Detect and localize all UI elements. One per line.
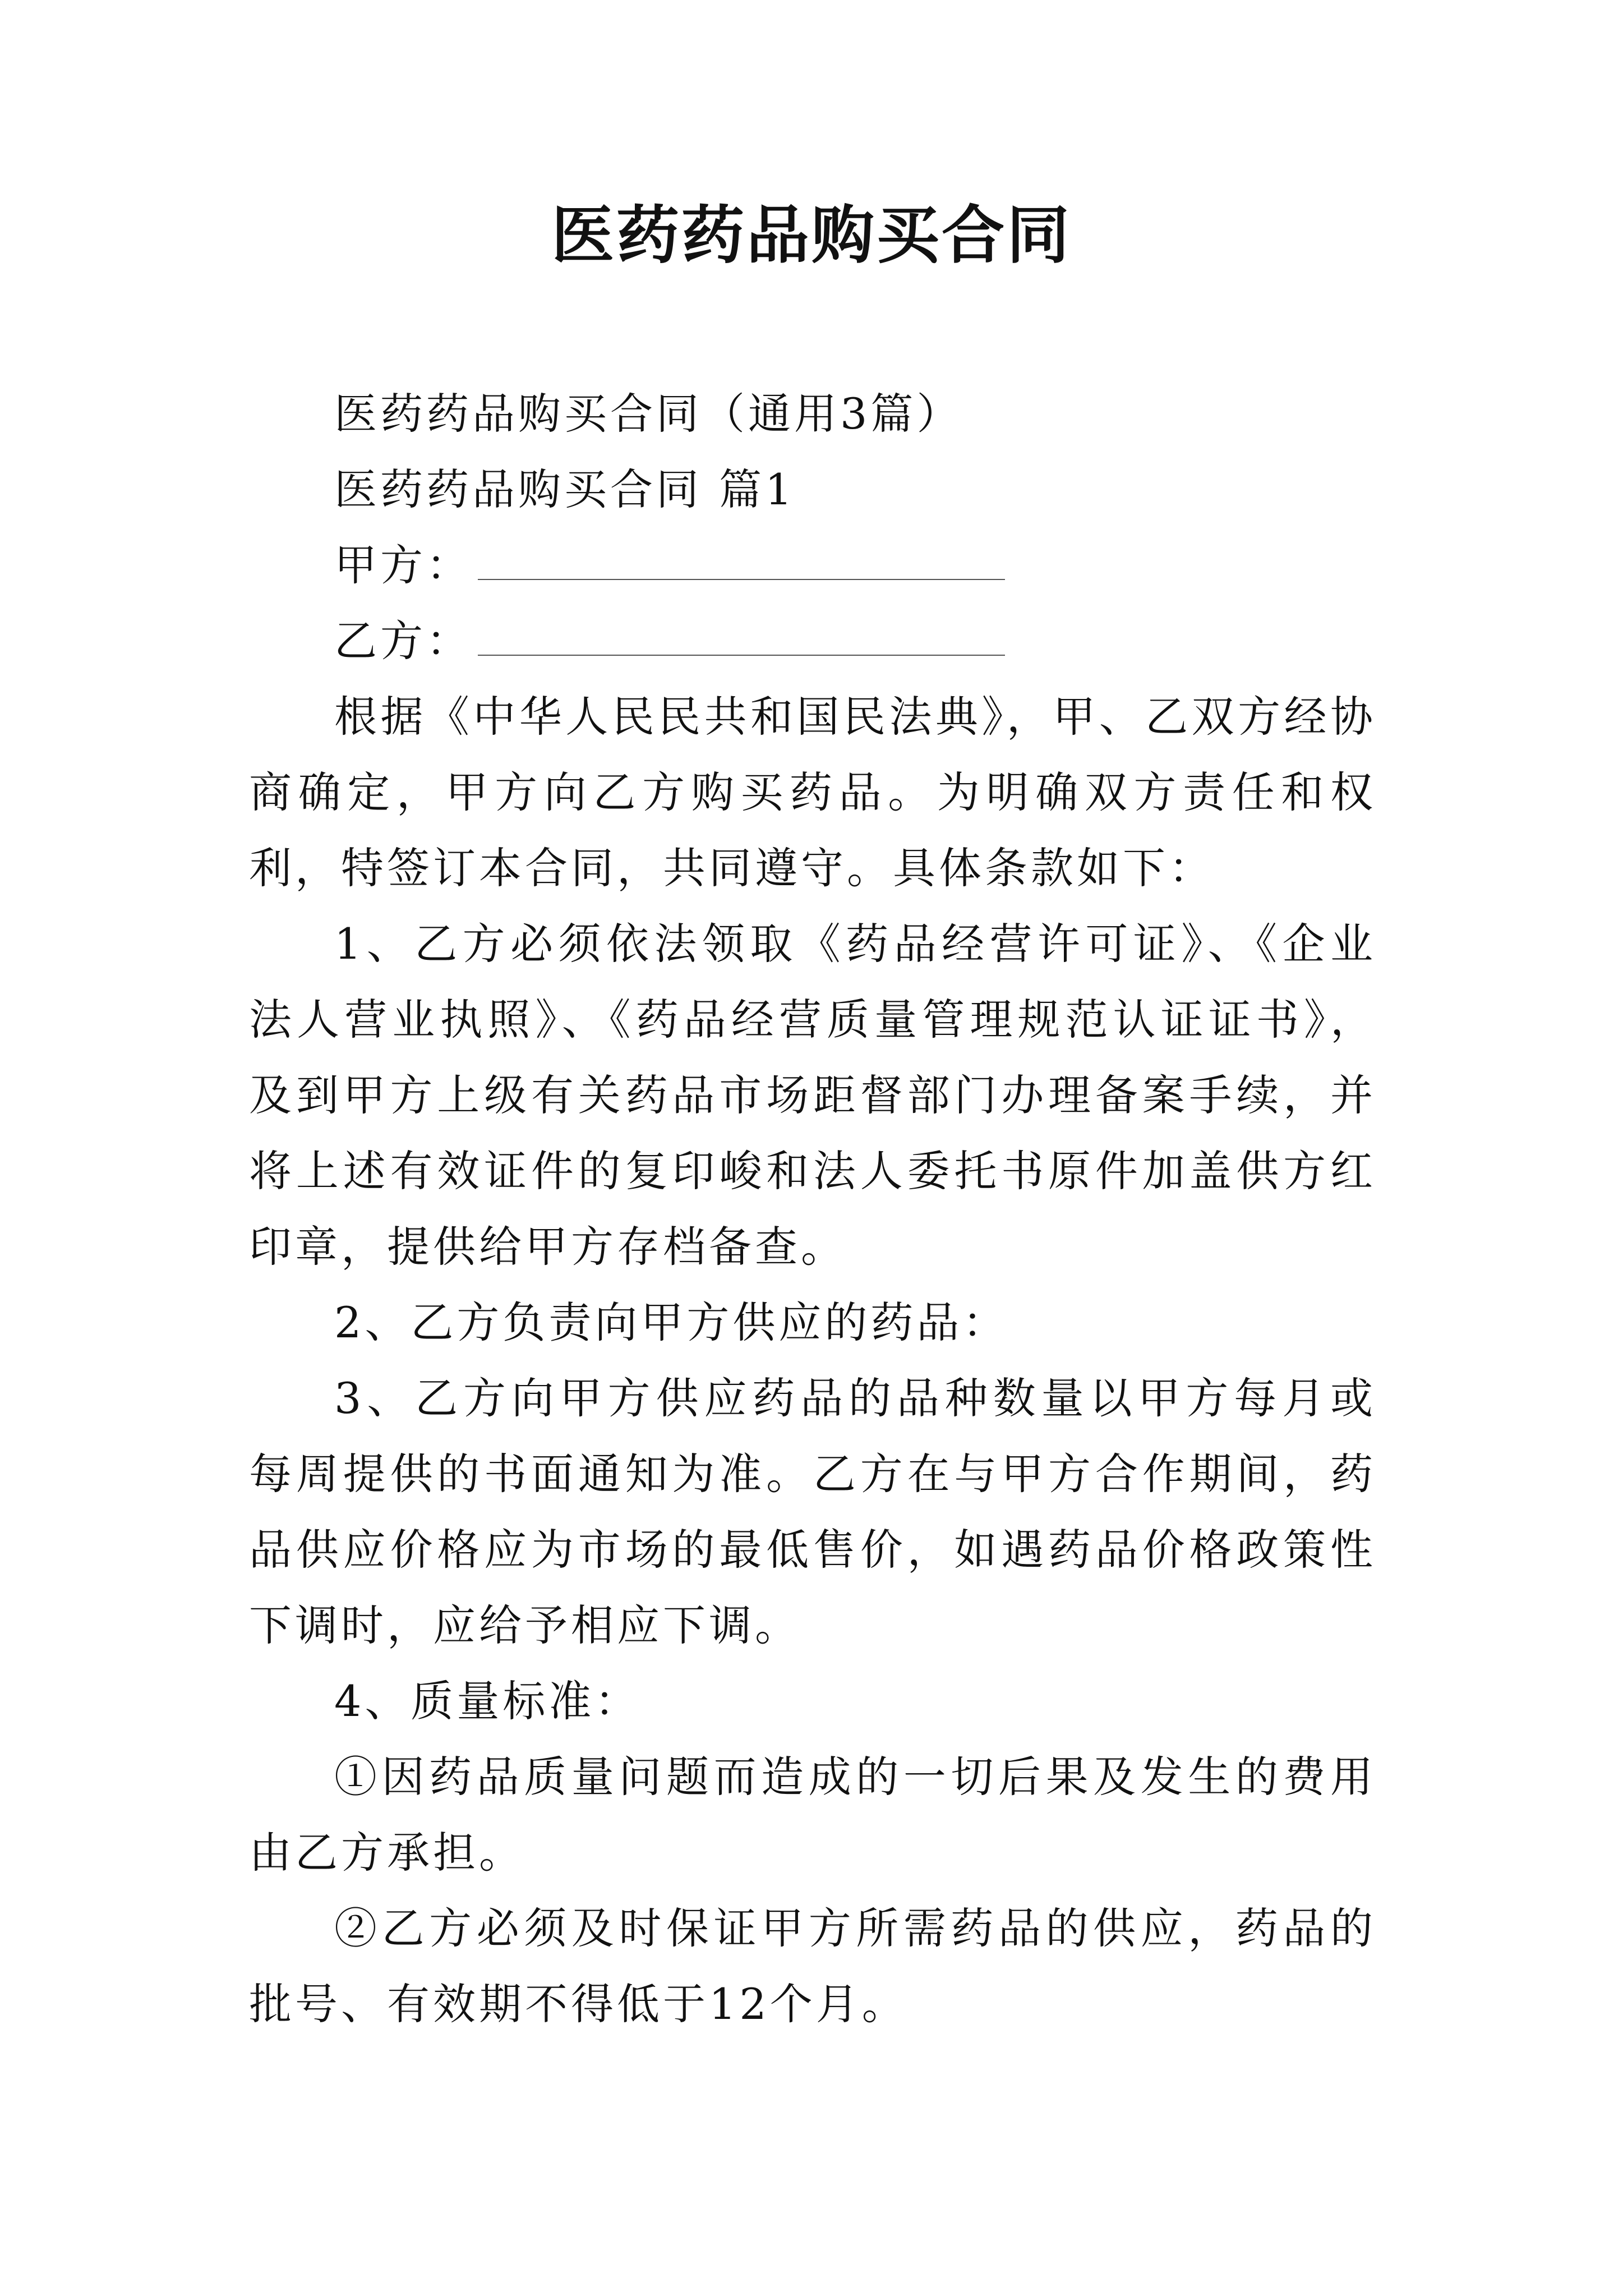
paragraph-clause-4: 4、质量标准： <box>334 1676 641 1726</box>
paragraph-intro: 根据《中华人民民共和国民法典》，甲、乙双方经协商确定，甲方向乙方购买药品。为明确双方责任和权利，特签订本合同，共同遵守。具体条款如下： <box>249 692 1376 893</box>
party-a-blank <box>478 545 1005 580</box>
document-body <box>249 376 1376 2042</box>
document-title: 医药药品购买合同 <box>551 199 1072 272</box>
paragraph-quality-2: ②乙方必须及时保证甲方所需药品的供应，药品的批号、有效期不得低于12个月。 <box>249 1903 1376 2029</box>
party-a-label: 甲方： <box>334 540 472 590</box>
paragraph-quality-1: ①因药品质量问题而造成的一切后果及发生的费用由乙方承担。 <box>249 1752 1376 1878</box>
paragraph-clause-2: 2、乙方负责向甲方供应的药品： <box>334 1297 1009 1347</box>
party-b-line <box>249 603 1376 679</box>
paragraph-clause-1: 1、乙方必须依法领取《药品经营许可证》、《企业法人营业执照》、《药品经营质量管理规范认证证书》，及到甲方上级有关药品市场距督部门办理备案手续，并将上述有效证件的复印峻和法人委托书原件加盖供方红印章，提供给甲方存档备查。 <box>249 919 1376 1272</box>
document-subtitle: 医药药品购买合同（通用3篇） <box>334 389 963 439</box>
paragraph-clause-3: 3、乙方向甲方供应药品的品种数量以甲方每月或每周提供的书面通知为准。乙方在与甲方合作期间，药品供应价格应为市场的最低售价，如遇药品价格政策性下调时，应给予相应下调。 <box>249 1373 1376 1650</box>
party-a-line <box>249 527 1376 603</box>
party-b-label: 乙方： <box>334 616 472 666</box>
party-b-blank <box>478 621 1005 656</box>
section-heading: 医药药品购买合同 篇1 <box>334 464 796 514</box>
